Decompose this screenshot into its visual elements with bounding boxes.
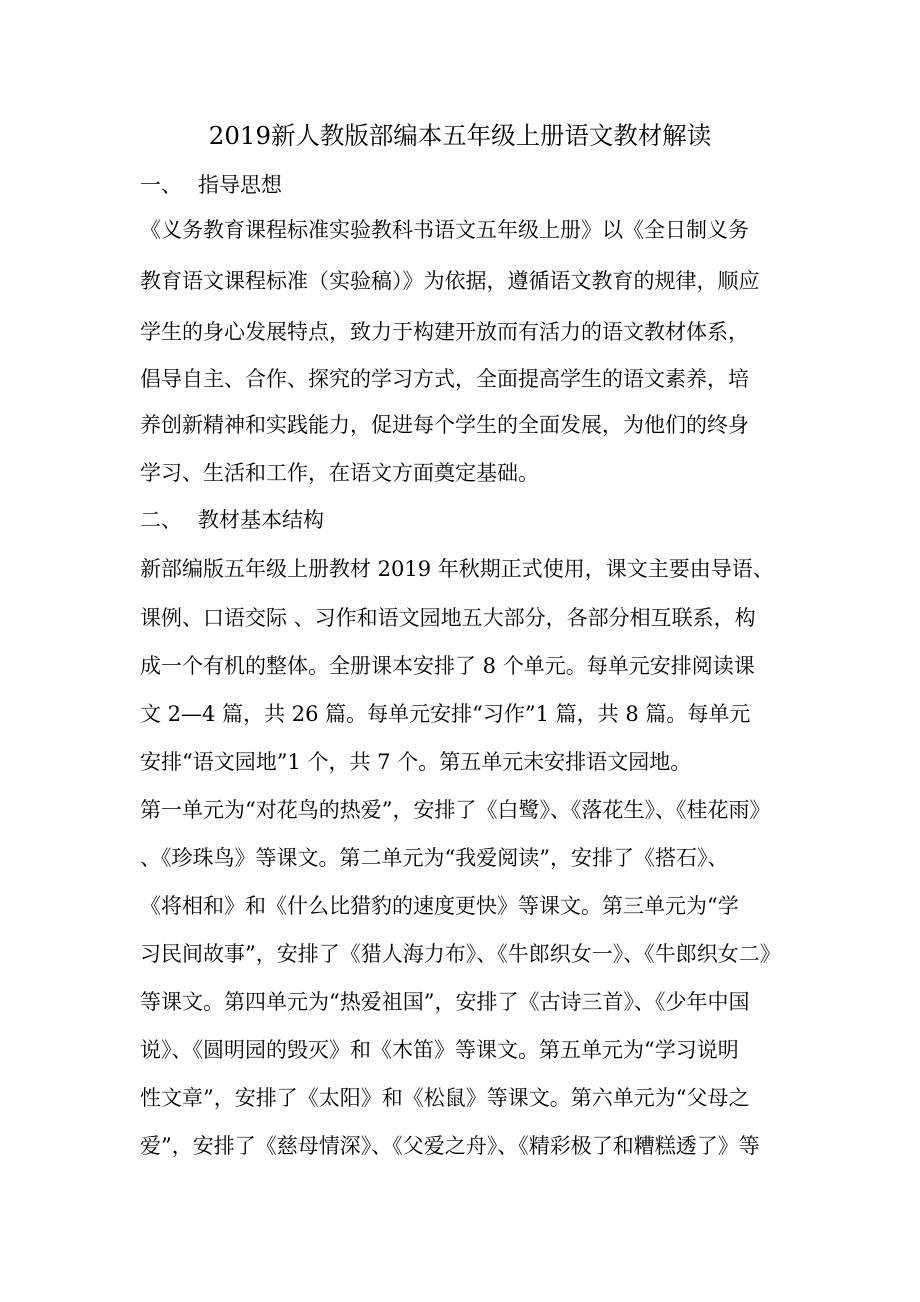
paragraph-line: 、《珍珠鸟》等课文。第二单元为“我爱阅读”，安排了《搭石》、 [140, 846, 729, 870]
document-title: 2019新人教版部编本五年级上册语文教材解读 [208, 121, 712, 150]
section-number: 一、 [140, 173, 182, 197]
paragraph-line: 课例、口语交际 、习作和语文园地五大部分，各部分相互联系，构 [140, 606, 756, 630]
paragraph-line: 学习、生活和工作，在语文方面奠定基础。 [140, 461, 539, 485]
paragraph-line: 养创新精神和实践能力，促进每个学生的全面发展，为他们的终身 [140, 413, 749, 437]
section-number: 二、 [140, 508, 182, 532]
paragraph-line: 说》、《圆明园的毁灭》和《木笛》等课文。第五单元为“学习说明 [140, 1038, 739, 1062]
paragraph-line: 新部编版五年级上册教材 2019 年秋期正式使用，课文主要由导语、 [140, 557, 774, 581]
paragraph-line: 文 2—4 篇，共 26 篇。每单元安排“习作”1 篇，共 8 篇。每单元 [140, 702, 751, 726]
paragraph-line: 教育语文课程标准（实验稿）》为依据，遵循语文教育的规律，顺应 [140, 269, 760, 293]
paragraph-line: 等课文。第四单元为“热爱祖国”，安排了《古诗三首》、《少年中国 [140, 990, 750, 1014]
paragraph-line: 《将相和》和《什么比猎豹的速度更快》等课文。第三单元为“学 [140, 894, 739, 918]
paragraph-line: 爱”，安排了《慈母情深》、《父爱之舟》、《精彩极了和糟糕透了》等 [140, 1134, 760, 1158]
paragraph-line: 性文章”，安排了《太阳》和《松鼠》等课文。第六单元为“父母之 [140, 1086, 750, 1110]
section-heading-text: 教材基本结构 [198, 508, 324, 532]
paragraph-line: 《义务教育课程标准实验教科书语文五年级上册》以《全日制义务 [140, 218, 749, 242]
paragraph-line: 第一单元为“对花鸟的热爱”，安排了《白鹭》、《落花生》、《桂花雨》 [140, 798, 771, 822]
paragraph-line: 学生的身心发展特点，致力于构建开放而有活力的语文教材体系， [140, 320, 749, 344]
paragraph-line: 习民间故事”，安排了《猎人海力布》、《牛郎织女一》、《牛郎织女二》 [140, 942, 781, 966]
paragraph-line: 倡导自主、合作、探究的学习方式，全面提高学生的语文素养，培 [140, 367, 749, 391]
section-heading-guiding-ideology [140, 170, 282, 200]
paragraph-line: 成一个有机的整体。全册课本安排了 8 个单元。每单元安排阅读课 [140, 654, 755, 678]
section-heading-text: 指导思想 [198, 173, 282, 197]
section-heading-textbook-structure [140, 505, 324, 535]
paragraph-line: 安排“语文园地”1 个，共 7 个。第五单元未安排语文园地。 [140, 750, 692, 774]
